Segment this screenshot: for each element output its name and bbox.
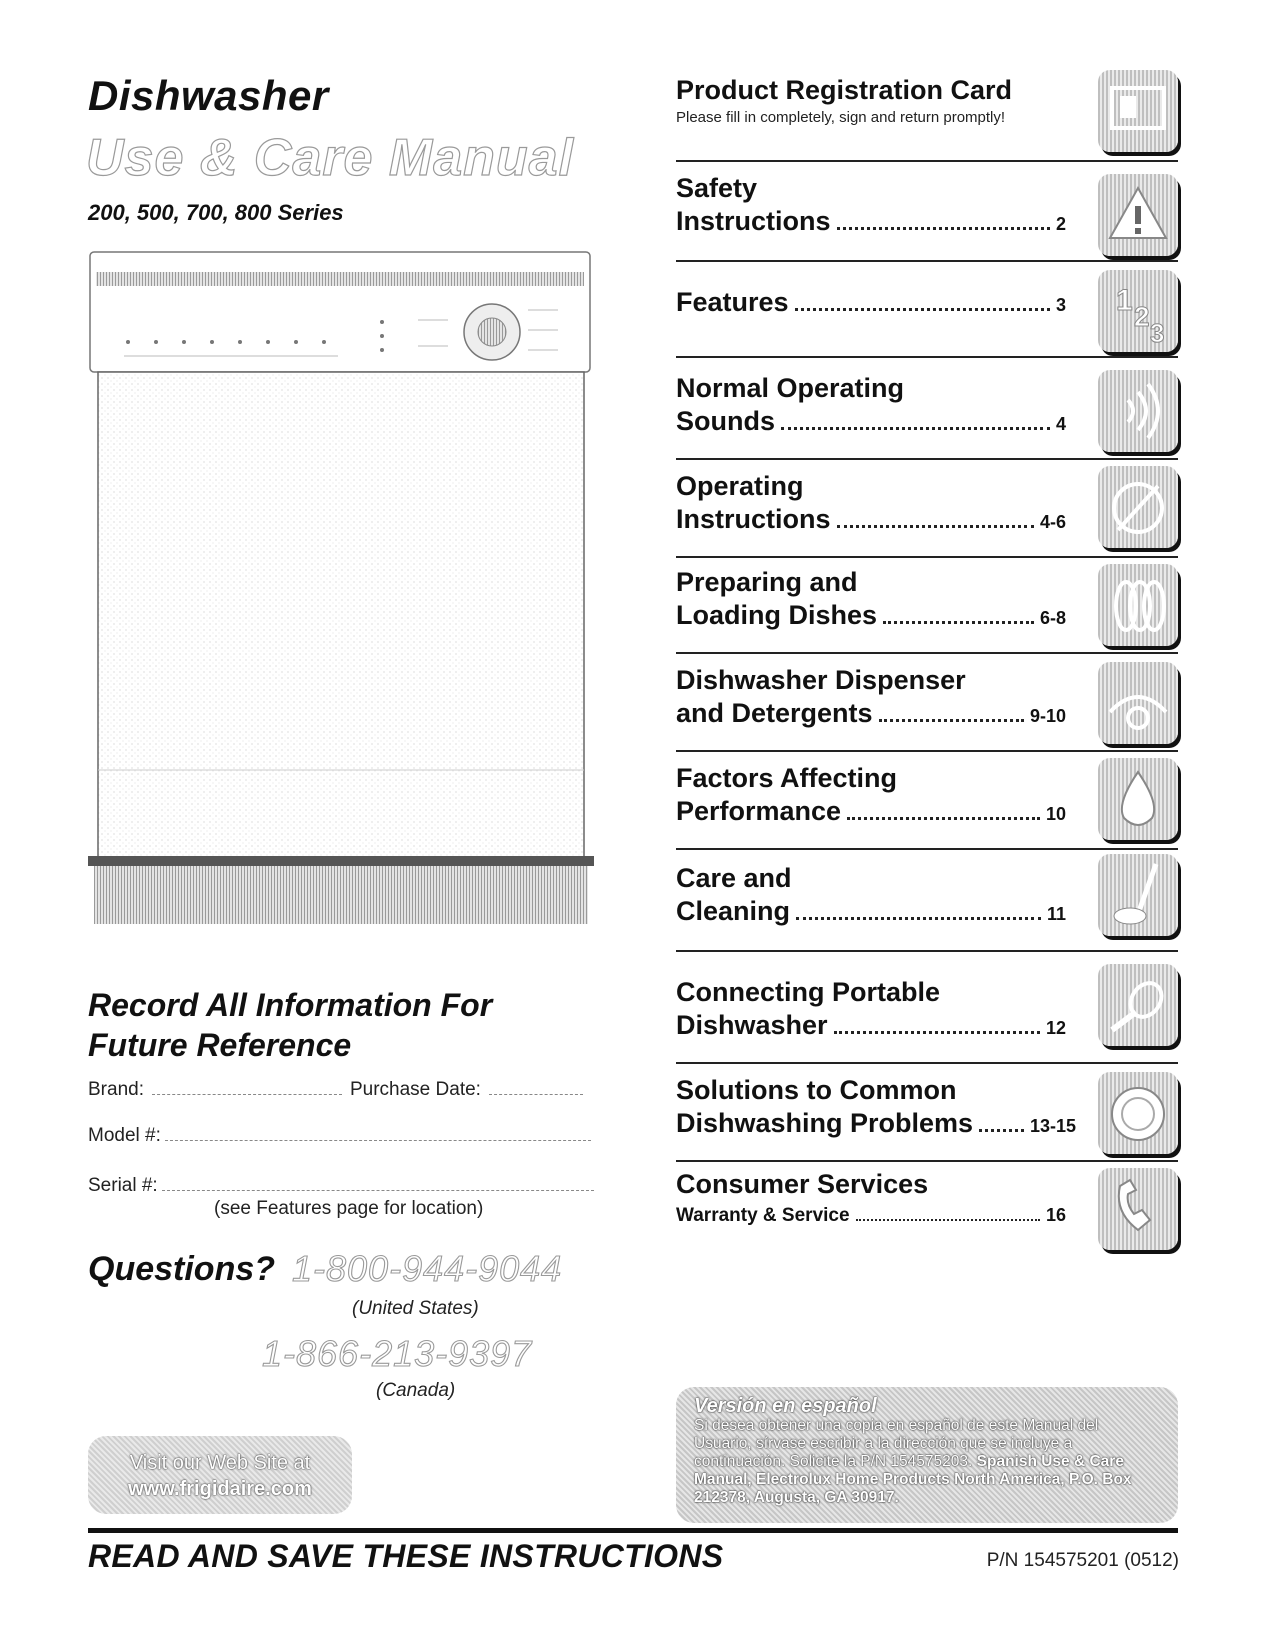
toc-line2: [676, 1107, 1076, 1143]
footer-instructions: READ AND SAVE THESE INSTRUCTIONS: [88, 1538, 724, 1574]
toc-line2: [676, 599, 1066, 635]
website-url[interactable]: www.frigidaire.com: [128, 1478, 312, 1500]
toc-label: Features: [676, 287, 789, 317]
registration-card-icon: [1098, 70, 1178, 152]
leader-dots: [979, 1128, 1024, 1132]
toc-line1: Factors Affecting: [676, 763, 898, 793]
leader-dots: [781, 426, 1050, 430]
toc-label: Instructions: [676, 206, 831, 236]
leader-dots: [883, 620, 1034, 624]
phone-canada[interactable]: 1-866-213-9397: [262, 1333, 533, 1374]
toc-item-safety[interactable]: [676, 172, 1178, 256]
leader-dots: [847, 816, 1040, 820]
toc-label: Dishwasher: [676, 1010, 828, 1040]
toc-label: Cleaning: [676, 896, 791, 926]
toc-item-sounds[interactable]: [676, 372, 1178, 456]
toc-divider: [676, 848, 1178, 850]
toc-line2: [676, 795, 1066, 831]
website-line1: Visit our Web Site at: [129, 1452, 311, 1474]
toc-page: 12: [1045, 1018, 1066, 1038]
toc-page: 4-6: [1039, 512, 1066, 532]
serial-note: (see Features page for location): [214, 1198, 484, 1219]
toc-line2: [676, 1009, 1066, 1045]
region-us: (United States): [352, 1298, 479, 1319]
purchase-date-field[interactable]: [489, 1076, 583, 1095]
region-canada: (Canada): [376, 1380, 456, 1401]
toc-divider: [676, 1062, 1178, 1064]
model-field[interactable]: [165, 1122, 591, 1141]
toc-item-problems[interactable]: [676, 1074, 1178, 1158]
numbers-icon: [1098, 270, 1178, 352]
footer-rule: [88, 1528, 1178, 1533]
toc-registration[interactable]: [676, 74, 1178, 156]
toc-divider: [676, 950, 1178, 952]
model-row: [88, 1122, 591, 1147]
phone-icon: [1098, 1168, 1178, 1250]
toc-line2: [676, 286, 1066, 322]
toc-label: Warranty & Service: [676, 1205, 850, 1226]
toc-page: 13-15: [1029, 1116, 1076, 1136]
spanish-address: Spanish Use & Care Manual, Electrolux Home Products North America, P.O. Box 212378, Augusta, GA 30917.: [694, 1453, 1132, 1506]
toc-divider: [676, 750, 1178, 752]
dial-icon: [1098, 466, 1178, 548]
warning-icon: [1098, 174, 1178, 256]
faucet-icon: [1098, 964, 1178, 1046]
toc-divider: [676, 160, 1178, 162]
toc-page: 9-10: [1029, 706, 1066, 726]
toc-page: 10: [1045, 804, 1066, 824]
consumer-title: Consumer Services: [676, 1169, 929, 1199]
phone-us[interactable]: 1-800-944-9044: [292, 1248, 563, 1289]
toc-label: Loading Dishes: [676, 600, 878, 630]
toc-label: Performance: [676, 796, 842, 826]
leader-dots: [796, 916, 1041, 920]
serial-label: Serial #:: [88, 1175, 158, 1196]
registration-note: Please fill in completely, sign and return promptly!: [676, 109, 1006, 126]
toc-divider: [676, 260, 1178, 262]
toc-line1: Operating: [676, 471, 804, 501]
toc-item-features[interactable]: [676, 272, 1178, 352]
brand-label: Brand:: [88, 1079, 144, 1100]
toc-line2: [676, 503, 1066, 539]
cleaning-icon: [1098, 854, 1178, 936]
spanish-version-box: [676, 1387, 1178, 1523]
record-heading-line2: Future Reference: [88, 1027, 352, 1063]
toc-line1: Care and: [676, 863, 792, 893]
leader-dots: [879, 718, 1024, 722]
spanish-heading: Versión en español: [694, 1395, 877, 1417]
dishwasher-illustration: [88, 250, 594, 928]
toc-line2: [676, 697, 1066, 733]
toc-page: 6-8: [1039, 608, 1066, 628]
toc-item-portable[interactable]: [676, 976, 1178, 1060]
toc-divider: [676, 1160, 1178, 1162]
toc-line2: [676, 1205, 1066, 1228]
toc-page: 16: [1045, 1205, 1066, 1225]
record-heading: [88, 985, 492, 1065]
toc-line2: [676, 895, 1066, 931]
toc-page: 3: [1055, 295, 1066, 315]
toc-item-dispenser[interactable]: [676, 664, 1178, 748]
spanish-text: Si desea obtener una copia en español de este Manual del Usuario, sírvase escribir a la dirección que se incluye a continuación. Solicite la P/N 154575203.: [694, 1417, 1099, 1470]
toc-line1: Safety: [676, 173, 758, 203]
toc-label: and Detergents: [676, 698, 873, 728]
svg-text:2: 2: [1134, 301, 1150, 332]
toc-line1: Preparing and: [676, 567, 858, 597]
toc-label: Instructions: [676, 504, 831, 534]
toc-item-operating[interactable]: [676, 470, 1178, 554]
leader-dots: [795, 307, 1050, 311]
toc-page: 11: [1046, 904, 1066, 924]
registration-title: Product Registration Card: [676, 75, 1013, 105]
toc-line1: Normal Operating: [676, 373, 905, 403]
dishes-icon: [1098, 564, 1178, 646]
toc-item-loading[interactable]: [676, 566, 1178, 650]
serial-field[interactable]: [162, 1172, 594, 1191]
svg-text:1: 1: [1116, 284, 1133, 317]
toc-line1: Connecting Portable: [676, 977, 941, 1007]
brand-row: [88, 1076, 583, 1101]
toc-page: 4: [1055, 414, 1066, 434]
sound-icon: [1098, 370, 1178, 452]
toc-item-consumer-services[interactable]: [676, 1168, 1178, 1252]
website-box[interactable]: [88, 1436, 352, 1514]
toc-line2: [676, 205, 1066, 241]
serial-row: [88, 1172, 594, 1197]
toc-label: Sounds: [676, 406, 775, 436]
purchase-date-label: Purchase Date:: [349, 1079, 481, 1100]
toc-line1: Solutions to Common: [676, 1075, 957, 1105]
manual-title: Dishwasher: [88, 72, 329, 119]
toc-divider: [676, 652, 1178, 654]
leader-dots: [837, 226, 1050, 230]
manual-subtitle: Use & Care Manual: [86, 129, 575, 187]
toc-line1: Dishwasher Dispenser: [676, 665, 966, 695]
questions-label: Questions?: [88, 1250, 276, 1288]
toc-divider: [676, 556, 1178, 558]
svg-text:3: 3: [1150, 318, 1165, 348]
leader-dots: [834, 1030, 1040, 1034]
leader-dots: [837, 524, 1034, 528]
brand-field[interactable]: [152, 1076, 342, 1095]
series-label: 200, 500, 700, 800 Series: [88, 200, 344, 225]
plate-icon: [1098, 1072, 1178, 1154]
detergent-icon: [1098, 662, 1178, 744]
toc-item-cleaning[interactable]: [676, 862, 1178, 946]
toc-item-performance[interactable]: [676, 762, 1178, 846]
toc-divider: [676, 458, 1178, 460]
toc-page: 2: [1055, 214, 1066, 234]
model-label: Model #:: [88, 1125, 161, 1146]
water-drop-icon: [1098, 758, 1178, 840]
toc-line2: [676, 405, 1066, 441]
toc-label: Dishwashing Problems: [676, 1108, 974, 1138]
toc-divider: [676, 356, 1178, 358]
part-number: P/N 154575201 (0512): [986, 1550, 1179, 1571]
leader-dots: [856, 1218, 1040, 1221]
record-heading-line1: Record All Information For: [88, 987, 493, 1023]
